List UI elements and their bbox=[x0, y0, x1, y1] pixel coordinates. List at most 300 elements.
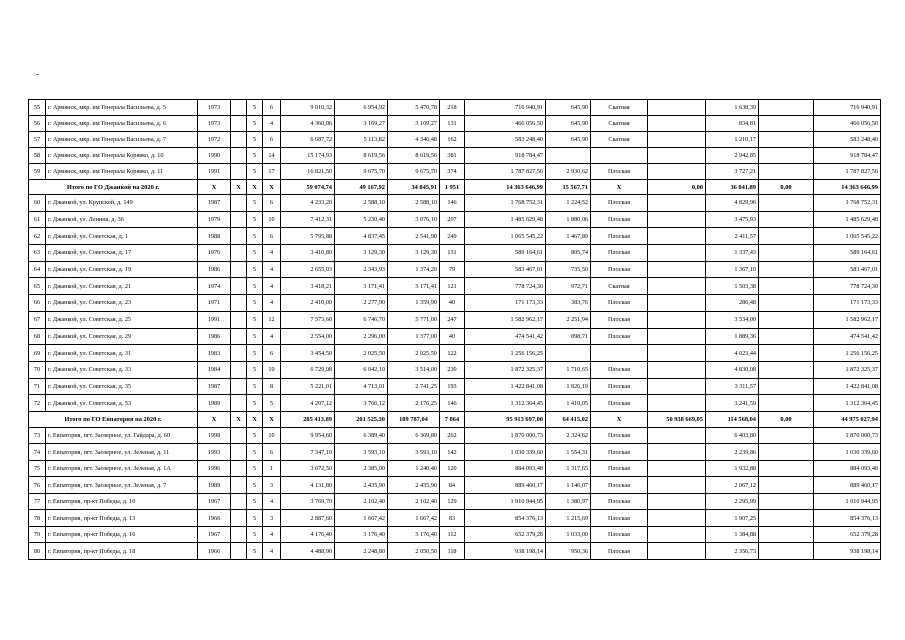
residents-cell: 249 bbox=[440, 228, 465, 245]
row-number: 61 bbox=[29, 211, 46, 228]
floors-cell: 5 bbox=[247, 395, 263, 412]
scan-speck bbox=[36, 74, 39, 75]
floors-cell: 5 bbox=[247, 261, 263, 278]
table-row bbox=[29, 328, 881, 345]
entrances-cell: 10 bbox=[263, 361, 281, 378]
cell bbox=[231, 116, 247, 132]
floors-cell: 5 bbox=[247, 543, 263, 560]
floors-cell: 5 bbox=[247, 526, 263, 543]
subtotal-cell: 14 363 646,99 bbox=[814, 180, 881, 195]
floors-cell: 5 bbox=[247, 195, 263, 212]
cost-cell: 854 376,13 bbox=[465, 510, 546, 527]
cost-cell: 938 198,14 bbox=[465, 543, 546, 560]
area-cell: 9 675,70 bbox=[335, 164, 388, 180]
entrances-cell: 14 bbox=[263, 148, 281, 164]
cost-cell bbox=[759, 211, 814, 228]
cell bbox=[231, 510, 247, 527]
entrances-cell: 12 bbox=[263, 311, 281, 328]
cost-cell bbox=[648, 311, 706, 328]
floors-cell: 5 bbox=[247, 132, 263, 148]
area-cell: 3 076,10 bbox=[388, 211, 440, 228]
subtotal-cell: 14 363 646,99 bbox=[465, 180, 546, 195]
cost-cell: 1 256 156,25 bbox=[465, 345, 546, 362]
roof-area-cell: 383,76 bbox=[546, 295, 591, 312]
total-cell: 1 787 827,56 bbox=[814, 164, 881, 180]
subtotal-x: X bbox=[263, 411, 281, 427]
area-cell: 4 131,80 bbox=[281, 477, 335, 494]
area-cell: 2 741,25 bbox=[388, 378, 440, 395]
subtotal-cell: X bbox=[591, 180, 648, 195]
cell bbox=[231, 164, 247, 180]
subtotal-cell: 114 568,04 bbox=[706, 411, 759, 427]
residents-cell: 83 bbox=[440, 510, 465, 527]
area-cell: 3 454,50 bbox=[281, 345, 335, 362]
table-row bbox=[29, 228, 881, 245]
cost-cell bbox=[648, 395, 706, 412]
roof-area-cell: 2 251,94 bbox=[546, 311, 591, 328]
total-cell: 889 460,17 bbox=[814, 477, 881, 494]
entrances-cell: 4 bbox=[263, 295, 281, 312]
area-cell: 5 113,82 bbox=[335, 132, 388, 148]
residents-cell: 122 bbox=[440, 345, 465, 362]
area-cell: 16 821,50 bbox=[281, 164, 335, 180]
area-cell: 2 588,10 bbox=[335, 195, 388, 212]
cost-cell bbox=[648, 228, 706, 245]
cost-cell: 286,48 bbox=[706, 295, 759, 312]
residents-cell: 129 bbox=[440, 493, 465, 510]
cost-cell: 2 239,86 bbox=[706, 444, 759, 461]
roof-area-cell bbox=[546, 148, 591, 164]
cost-cell bbox=[759, 427, 814, 444]
address-cell: г. Евпатория, пр-кт Победы, д. 18 bbox=[46, 543, 198, 560]
residents-cell: 79 bbox=[440, 261, 465, 278]
row-number: 57 bbox=[29, 132, 46, 148]
area-cell: 5 795,88 bbox=[281, 228, 335, 245]
cost-cell: 1 582 962,17 bbox=[465, 311, 546, 328]
cost-cell bbox=[759, 100, 814, 116]
roof-type-cell: Плоская bbox=[591, 444, 648, 461]
area-cell: 3 769,70 bbox=[281, 493, 335, 510]
entrances-cell: 1 bbox=[263, 460, 281, 477]
total-cell: 1 312 364,45 bbox=[814, 395, 881, 412]
row-number: 62 bbox=[29, 228, 46, 245]
area-cell: 6 954,92 bbox=[335, 100, 388, 116]
total-cell: 778 724,30 bbox=[814, 278, 881, 295]
cell bbox=[231, 228, 247, 245]
cost-cell: 3 534,00 bbox=[706, 311, 759, 328]
cost-cell: 589 164,61 bbox=[465, 245, 546, 262]
subtotal-cell: 189 787,04 bbox=[388, 411, 440, 427]
area-cell: 3 169,27 bbox=[388, 116, 440, 132]
residents-cell: 146 bbox=[440, 195, 465, 212]
subtotal-cell: 36 041,89 bbox=[706, 180, 759, 195]
area-cell: 2 887,60 bbox=[281, 510, 335, 527]
total-cell: 1 768 752,31 bbox=[814, 195, 881, 212]
entrances-cell: 17 bbox=[263, 164, 281, 180]
table-section-b bbox=[29, 195, 881, 412]
cost-cell bbox=[759, 164, 814, 180]
subtotal-row bbox=[29, 411, 881, 427]
row-number: 71 bbox=[29, 378, 46, 395]
cell bbox=[231, 460, 247, 477]
entrances-cell: 4 bbox=[263, 116, 281, 132]
table-row bbox=[29, 493, 881, 510]
cell bbox=[231, 195, 247, 212]
cost-cell bbox=[759, 328, 814, 345]
total-cell: 1 030 339,60 bbox=[814, 444, 881, 461]
area-cell: 6 042,10 bbox=[335, 361, 388, 378]
cell bbox=[231, 328, 247, 345]
floors-cell: 5 bbox=[247, 510, 263, 527]
area-cell: 2 176,25 bbox=[388, 395, 440, 412]
cell bbox=[231, 148, 247, 164]
roof-area-cell: 735,50 bbox=[546, 261, 591, 278]
year-cell: 1973 bbox=[198, 116, 231, 132]
roof-type-cell: Плоская bbox=[591, 543, 648, 560]
row-number: 60 bbox=[29, 195, 46, 212]
area-cell: 9 010,32 bbox=[281, 100, 335, 116]
row-number: 77 bbox=[29, 493, 46, 510]
residents-cell: 374 bbox=[440, 164, 465, 180]
cost-cell: 2 942,85 bbox=[706, 148, 759, 164]
year-cell: 1973 bbox=[198, 100, 231, 116]
area-cell: 2 435,90 bbox=[335, 477, 388, 494]
cost-cell: 1 337,43 bbox=[706, 245, 759, 262]
total-cell: 583 248,40 bbox=[814, 132, 881, 148]
cost-cell bbox=[759, 361, 814, 378]
year-cell: 1966 bbox=[198, 543, 231, 560]
area-cell: 3 176,40 bbox=[388, 526, 440, 543]
floors-cell: 5 bbox=[247, 116, 263, 132]
area-cell: 3 176,40 bbox=[335, 526, 388, 543]
area-cell: 3 514,00 bbox=[388, 361, 440, 378]
residents-cell: 112 bbox=[440, 526, 465, 543]
residents-cell: 247 bbox=[440, 311, 465, 328]
area-cell: 5 470,78 bbox=[388, 100, 440, 116]
entrances-cell: 4 bbox=[263, 328, 281, 345]
housing-register-table bbox=[28, 99, 881, 560]
entrances-cell: 10 bbox=[263, 211, 281, 228]
cost-cell bbox=[648, 378, 706, 395]
cost-cell: 466 056,50 bbox=[465, 116, 546, 132]
entrances-cell: 4 bbox=[263, 278, 281, 295]
cost-cell bbox=[648, 278, 706, 295]
roof-area-cell: 1 317,65 bbox=[546, 460, 591, 477]
table-row bbox=[29, 311, 881, 328]
floors-cell: 5 bbox=[247, 100, 263, 116]
roof-type-cell: Плоская bbox=[591, 427, 648, 444]
cell bbox=[231, 245, 247, 262]
area-cell: 3 593,10 bbox=[388, 444, 440, 461]
row-number: 63 bbox=[29, 245, 46, 262]
entrances-cell: 6 bbox=[263, 228, 281, 245]
cost-cell bbox=[759, 378, 814, 395]
cost-cell bbox=[759, 195, 814, 212]
roof-type-cell: Плоская bbox=[591, 328, 648, 345]
table-row bbox=[29, 460, 881, 477]
total-cell: 589 164,61 bbox=[814, 245, 881, 262]
subtotal-cell: 1 951 bbox=[440, 180, 465, 195]
area-cell: 3 593,10 bbox=[335, 444, 388, 461]
cost-cell bbox=[759, 477, 814, 494]
roof-type-cell: Скатная bbox=[591, 278, 648, 295]
residents-cell: 218 bbox=[440, 100, 465, 116]
entrances-cell: 3 bbox=[263, 477, 281, 494]
cost-cell bbox=[648, 427, 706, 444]
address-cell: г. Джанкой, ул. Советская, д. 31 bbox=[46, 345, 198, 362]
roof-type-cell: Плоская bbox=[591, 460, 648, 477]
row-number: 58 bbox=[29, 148, 46, 164]
cost-cell bbox=[759, 245, 814, 262]
cost-cell: 1 870 000,73 bbox=[465, 427, 546, 444]
cost-cell bbox=[759, 261, 814, 278]
entrances-cell: 4 bbox=[263, 543, 281, 560]
cost-cell bbox=[648, 460, 706, 477]
entrances-cell: 8 bbox=[263, 378, 281, 395]
floors-cell: 5 bbox=[247, 295, 263, 312]
table-row bbox=[29, 164, 881, 180]
floors-cell: 5 bbox=[247, 460, 263, 477]
floors-cell: 5 bbox=[247, 164, 263, 180]
subtotal-section-1 bbox=[29, 180, 881, 195]
roof-type-cell: Плоская bbox=[591, 211, 648, 228]
row-number: 80 bbox=[29, 543, 46, 560]
cost-cell: 1 312 364,45 bbox=[465, 395, 546, 412]
area-cell: 5 230,40 bbox=[335, 211, 388, 228]
table-row bbox=[29, 295, 881, 312]
area-cell: 1 240,40 bbox=[388, 460, 440, 477]
roof-area-cell: 1 880,06 bbox=[546, 211, 591, 228]
roof-area-cell: 898,71 bbox=[546, 328, 591, 345]
floors-cell: 5 bbox=[247, 427, 263, 444]
floors-cell: 5 bbox=[247, 444, 263, 461]
table-row bbox=[29, 278, 881, 295]
subtotal-cell: 0,00 bbox=[759, 180, 814, 195]
row-number: 79 bbox=[29, 526, 46, 543]
residents-cell: 84 bbox=[440, 477, 465, 494]
row-number: 67 bbox=[29, 311, 46, 328]
cost-cell bbox=[759, 510, 814, 527]
table-row bbox=[29, 211, 881, 228]
row-number: 68 bbox=[29, 328, 46, 345]
area-cell: 4 488,90 bbox=[281, 543, 335, 560]
cost-cell: 884 093,48 bbox=[465, 460, 546, 477]
row-number: 69 bbox=[29, 345, 46, 362]
cell bbox=[231, 526, 247, 543]
area-cell: 15 174,93 bbox=[281, 148, 335, 164]
cost-cell: 2 295,99 bbox=[706, 493, 759, 510]
cost-cell: 171 173,33 bbox=[465, 295, 546, 312]
address-cell: г. Армянск, мкр. им Генерала Васильева, д. 7 bbox=[46, 132, 198, 148]
area-cell: 4 837,45 bbox=[335, 228, 388, 245]
residents-cell: 381 bbox=[440, 148, 465, 164]
subtotal-cell: 95 913 697,00 bbox=[465, 411, 546, 427]
entrances-cell: 10 bbox=[263, 427, 281, 444]
roof-area-cell: 1 380,97 bbox=[546, 493, 591, 510]
address-cell: г. Евпатория, пр-кт Победы, д. 16 bbox=[46, 526, 198, 543]
residents-cell: 40 bbox=[440, 328, 465, 345]
roof-area-cell: 2 930,62 bbox=[546, 164, 591, 180]
area-cell: 2 435,90 bbox=[388, 477, 440, 494]
area-cell: 1 377,00 bbox=[388, 328, 440, 345]
roof-type-cell: Плоская bbox=[591, 361, 648, 378]
address-cell: г. Джанкой, ул. Ленина, д. 36 bbox=[46, 211, 198, 228]
cost-cell bbox=[648, 526, 706, 543]
address-cell: г. Армянск, мкр. им Генерала Васильева, д. 6 bbox=[46, 116, 198, 132]
cost-cell: 918 784,47 bbox=[465, 148, 546, 164]
cost-cell bbox=[648, 211, 706, 228]
subtotal-x: X bbox=[231, 411, 247, 427]
floors-cell: 5 bbox=[247, 311, 263, 328]
address-cell: г. Армянск, мкр. им Генерала Корявко, д. 10 bbox=[46, 148, 198, 164]
entrances-cell: 4 bbox=[263, 493, 281, 510]
area-cell: 7 573,60 bbox=[281, 311, 335, 328]
total-cell: 716 940,91 bbox=[814, 100, 881, 116]
total-cell: 1 422 841,08 bbox=[814, 378, 881, 395]
table-row bbox=[29, 378, 881, 395]
subtotal-row bbox=[29, 180, 881, 195]
area-cell: 2 102,40 bbox=[388, 493, 440, 510]
cost-cell bbox=[759, 228, 814, 245]
cost-cell bbox=[648, 295, 706, 312]
row-number: 73 bbox=[29, 427, 46, 444]
cost-cell: 778 724,30 bbox=[465, 278, 546, 295]
floors-cell: 5 bbox=[247, 211, 263, 228]
residents-cell: 121 bbox=[440, 278, 465, 295]
area-cell: 6 687,72 bbox=[281, 132, 335, 148]
address-cell: г. Евпатория, пгт. Заозерное, ул. Гайдара, д. 60 bbox=[46, 427, 198, 444]
total-cell: 652 379,28 bbox=[814, 526, 881, 543]
year-cell: 1979 bbox=[198, 211, 231, 228]
cell bbox=[231, 295, 247, 312]
entrances-cell: 3 bbox=[263, 510, 281, 527]
area-cell: 4 360,06 bbox=[281, 116, 335, 132]
area-cell: 2 025,50 bbox=[335, 345, 388, 362]
area-cell: 4 346,48 bbox=[388, 132, 440, 148]
cost-cell: 1 422 841,08 bbox=[465, 378, 546, 395]
cost-cell: 834,81 bbox=[706, 116, 759, 132]
table-row bbox=[29, 100, 881, 116]
address-cell: г. Джанкой, ул. Советская, д. 53 bbox=[46, 395, 198, 412]
year-cell: 1989 bbox=[198, 395, 231, 412]
cost-cell bbox=[648, 148, 706, 164]
cost-cell: 4 023,44 bbox=[706, 345, 759, 362]
table-row bbox=[29, 261, 881, 278]
total-cell: 583 467,01 bbox=[814, 261, 881, 278]
row-number: 76 bbox=[29, 477, 46, 494]
total-cell: 1 256 156,25 bbox=[814, 345, 881, 362]
area-cell: 3 766,12 bbox=[335, 395, 388, 412]
cost-cell bbox=[759, 345, 814, 362]
roof-area-cell: 805,74 bbox=[546, 245, 591, 262]
area-cell: 6 746,70 bbox=[335, 311, 388, 328]
table-section-a bbox=[29, 100, 881, 180]
total-cell: 171 173,33 bbox=[814, 295, 881, 312]
roof-type-cell: Плоская bbox=[591, 526, 648, 543]
cell bbox=[231, 543, 247, 560]
year-cell: 1967 bbox=[198, 526, 231, 543]
cost-cell bbox=[648, 543, 706, 560]
area-cell: 2 277,90 bbox=[335, 295, 388, 312]
cost-cell bbox=[759, 460, 814, 477]
roof-area-cell: 1 033,00 bbox=[546, 526, 591, 543]
year-cell: 1987 bbox=[198, 378, 231, 395]
area-cell: 6 389,40 bbox=[335, 427, 388, 444]
cost-cell: 583 467,01 bbox=[465, 261, 546, 278]
area-cell: 1 359,90 bbox=[388, 295, 440, 312]
area-cell: 3 171,41 bbox=[335, 278, 388, 295]
roof-area-cell: 1 224,52 bbox=[546, 195, 591, 212]
cell bbox=[231, 444, 247, 461]
year-cell: 1972 bbox=[198, 132, 231, 148]
cost-cell bbox=[759, 395, 814, 412]
cost-cell: 652 379,28 bbox=[465, 526, 546, 543]
roof-type-cell: Плоская bbox=[591, 378, 648, 395]
cost-cell: 1 872 325,37 bbox=[465, 361, 546, 378]
entrances-cell: 6 bbox=[263, 345, 281, 362]
cell bbox=[231, 378, 247, 395]
area-cell: 3 171,41 bbox=[388, 278, 440, 295]
entrances-cell: 6 bbox=[263, 100, 281, 116]
roof-area-cell: 1 554,31 bbox=[546, 444, 591, 461]
cell bbox=[231, 395, 247, 412]
subtotal-cell: 44 975 027,94 bbox=[814, 411, 881, 427]
table-row bbox=[29, 444, 881, 461]
subtotal-cell: 50 938 669,05 bbox=[648, 411, 706, 427]
year-cell: 1991 bbox=[198, 164, 231, 180]
subtotal-cell: 15 567,71 bbox=[546, 180, 591, 195]
subtotal-label: Итого по ГО Евпатория на 2020 г. bbox=[29, 411, 198, 427]
row-number: 56 bbox=[29, 116, 46, 132]
area-cell: 8 619,56 bbox=[335, 148, 388, 164]
cost-cell bbox=[759, 148, 814, 164]
total-cell: 854 376,13 bbox=[814, 510, 881, 527]
table-row bbox=[29, 116, 881, 132]
roof-type-cell: Плоская bbox=[591, 261, 648, 278]
year-cell: 1984 bbox=[198, 361, 231, 378]
area-cell: 1 667,42 bbox=[388, 510, 440, 527]
roof-area-cell: 972,71 bbox=[546, 278, 591, 295]
cost-cell bbox=[648, 100, 706, 116]
entrances-cell: 6 bbox=[263, 132, 281, 148]
subtotal-cell: 0,00 bbox=[648, 180, 706, 195]
area-cell: 2 385,00 bbox=[335, 460, 388, 477]
total-cell: 474 541,42 bbox=[814, 328, 881, 345]
cost-cell: 583 248,40 bbox=[465, 132, 546, 148]
floors-cell: 5 bbox=[247, 228, 263, 245]
table-row bbox=[29, 526, 881, 543]
roof-area-cell: 1 146,07 bbox=[546, 477, 591, 494]
cell bbox=[231, 477, 247, 494]
roof-area-cell bbox=[546, 345, 591, 362]
roof-type-cell: Скатная bbox=[591, 132, 648, 148]
total-cell: 1 870 000,73 bbox=[814, 427, 881, 444]
cost-cell: 1 010 944,95 bbox=[465, 493, 546, 510]
area-cell: 3 169,27 bbox=[335, 116, 388, 132]
floors-cell: 5 bbox=[247, 245, 263, 262]
row-number: 64 bbox=[29, 261, 46, 278]
area-cell: 5 221,01 bbox=[281, 378, 335, 395]
cost-cell: 4 830,08 bbox=[706, 361, 759, 378]
area-cell: 8 619,56 bbox=[388, 148, 440, 164]
residents-cell: 118 bbox=[440, 543, 465, 560]
area-cell: 6 729,08 bbox=[281, 361, 335, 378]
table-row bbox=[29, 510, 881, 527]
cost-cell bbox=[648, 116, 706, 132]
row-number: 65 bbox=[29, 278, 46, 295]
total-cell: 1 010 944,95 bbox=[814, 493, 881, 510]
entrances-cell: 6 bbox=[263, 195, 281, 212]
